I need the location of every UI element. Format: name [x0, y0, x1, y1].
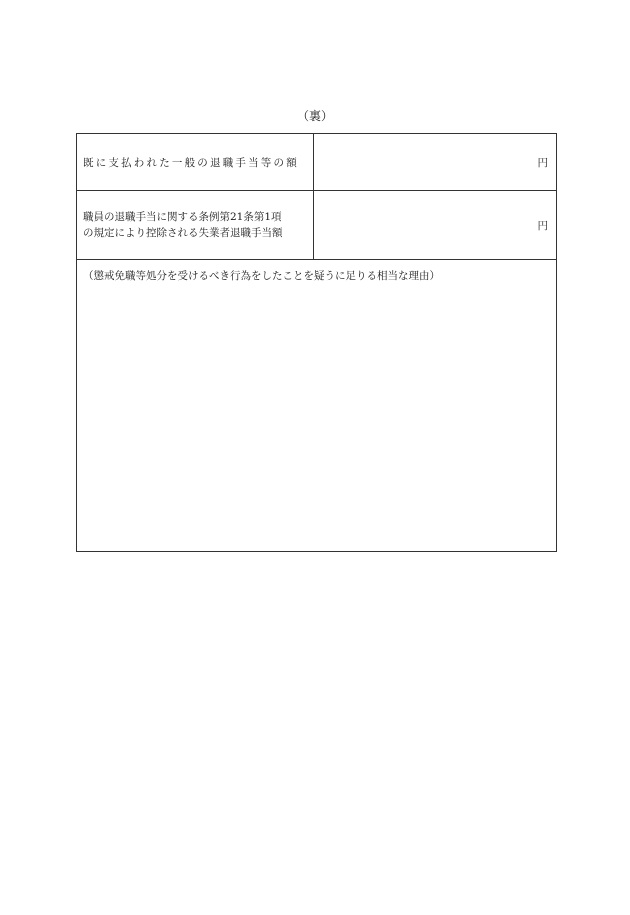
unemployment-deduction-label-line-1: 職員の退職手当に関する条例第21条第1項	[83, 211, 282, 223]
yen-unit-label: 円	[537, 156, 548, 169]
disciplinary-reason-heading: （懲戒免職等処分を受けるべき行為をしたことを疑うに足りる相当な理由）	[83, 270, 440, 282]
unemployment-deduction-row	[77, 191, 556, 260]
paid-general-allowance-label: 既に支払われた一般の退職手当等の額	[83, 156, 299, 169]
retirement-allowance-form-table	[76, 133, 557, 552]
disciplinary-reason-field[interactable]	[77, 260, 556, 551]
paid-general-allowance-label-cell	[77, 134, 314, 190]
paid-general-allowance-row	[77, 134, 556, 191]
unemployment-deduction-label-cell	[77, 191, 314, 259]
unemployment-deduction-amount-field[interactable]	[314, 191, 556, 259]
unemployment-deduction-label-line-2: の規定により控除される失業者退職手当額	[83, 227, 283, 239]
yen-unit-label: 円	[537, 219, 548, 232]
paid-general-allowance-amount-field[interactable]	[314, 134, 556, 190]
page-side-label: （裏）	[296, 109, 333, 123]
